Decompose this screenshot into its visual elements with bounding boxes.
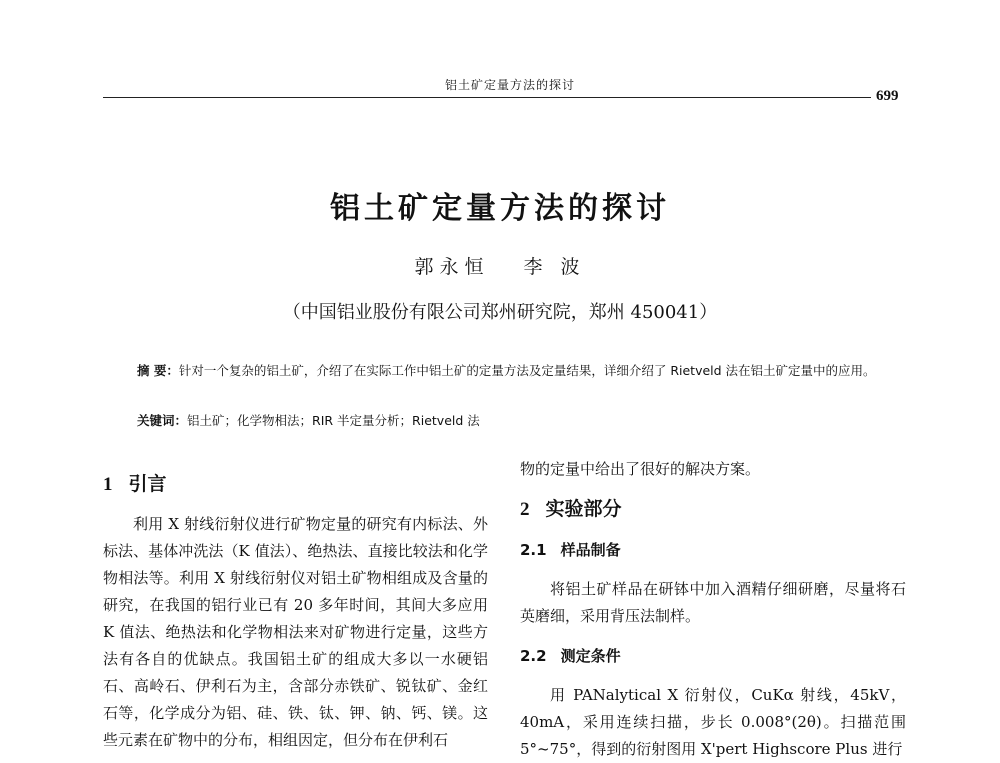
section-2-title: 实验部分 [545, 498, 622, 520]
keywords-text: 铝土矿；化学物相法；RIR 半定量分析；Rietveld 法 [187, 413, 480, 428]
subsection-2-2-text: 用 PANalytical X 衍射仪，CuKα 射线，45kV，40mA，采用连续扫描，步长 0.008°(2θ)。扫描范围 5°~75°，得到的衍射图用 X'pert Highscore Plus 进行 [520, 686, 906, 758]
subsection-2-1-heading [520, 538, 906, 562]
section-2-heading [520, 495, 906, 524]
carry-over-text: 物的定量中给出了很好的解决方案。 [520, 460, 761, 478]
section-1-number: 1 [103, 474, 113, 495]
affiliation: （中国铝业股份有限公司郑州研究院，郑州 450041） [282, 302, 718, 323]
section-1-paragraph: 利用 X 射线衍射仪进行矿物定量的研究有内标法、外标法、基体冲洗法（K 值法）、绝热法、直接比较法和化学物相法等。利用 X 射线衍射仪对铝土矿物相组成及含量的研究，在我国的铝行业已有 20 多年时间，其间大多应用 K 值法、绝热法和化学物相法来对矿物进行定量，这些方法有各自的优缺点。我国铝土矿的组成大多以一水硬铝石、高岭石、伊利石为主，含部分赤铁矿、锐钛矿、金红石等，化学成分为铝、硅、铁、钛、钾、钠、钙、镁。这些元素在矿物中的分布，相组因定，但分布在伊利石 [103, 515, 488, 749]
abstract-label: 摘 要： [137, 363, 179, 378]
author-2: 李 波 [523, 256, 586, 278]
section-1-title: 引言 [128, 473, 167, 495]
keywords-label: 关键词： [137, 413, 188, 428]
subsection-2-1-text: 将铝土矿样品在研钵中加入酒精仔细研磨，尽量将石英磨细，采用背压法制样。 [520, 580, 906, 625]
abstract-text: 针对一个复杂的铝土矿，介绍了在实际工作中铝土矿的定量方法及定量结果，详细介绍了 Rietveld 法在铝土矿定量中的应用。 [178, 363, 876, 378]
left-column [103, 470, 488, 754]
page-number: 699 [876, 88, 899, 104]
subsection-2-2-number: 2.2 [520, 647, 547, 665]
section-1-heading [103, 470, 488, 499]
header-rule [103, 97, 871, 98]
author-1: 郭永恒 [414, 256, 490, 278]
authors [0, 252, 1000, 279]
subsection-2-1-number: 2.1 [520, 541, 547, 559]
running-title: 铝土矿定量方法的探讨 [444, 78, 575, 92]
article-title: 铝土矿定量方法的探讨 [330, 191, 670, 226]
section-2-number: 2 [520, 499, 530, 520]
keywords [137, 410, 887, 432]
subsection-2-2-heading [520, 644, 906, 668]
subsection-2-2-title: 测定条件 [560, 647, 621, 665]
abstract [137, 360, 887, 382]
subsection-2-1-title: 样品制备 [560, 541, 621, 559]
right-column [520, 456, 906, 763]
